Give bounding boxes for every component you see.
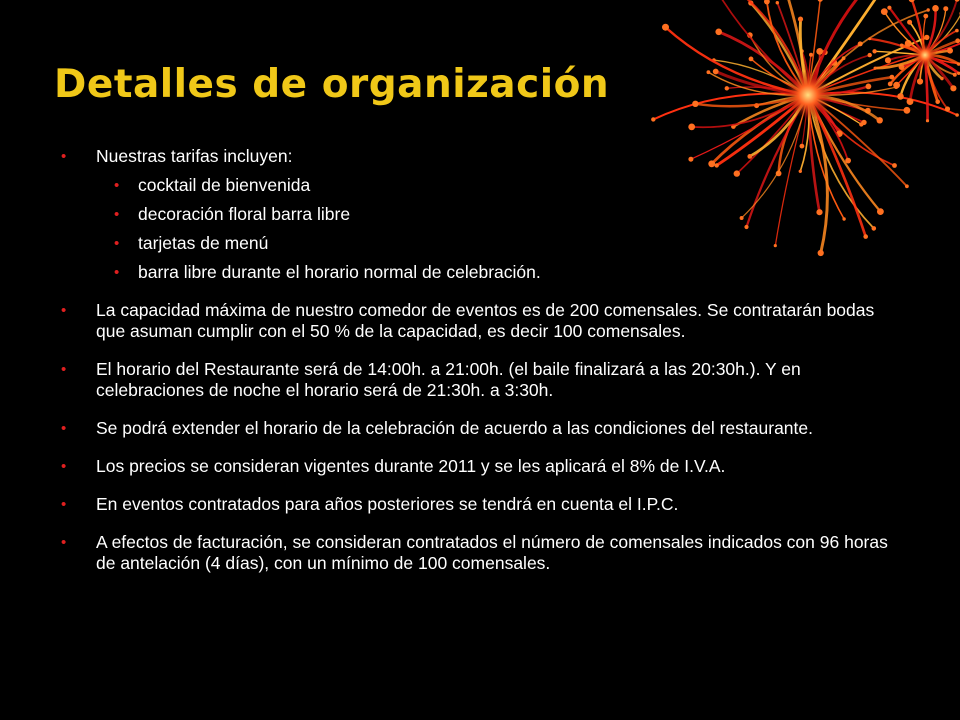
item-text: Los precios se consideran vigentes durante 2011 y se les aplicará el 8% de I.V.A. [96, 456, 726, 476]
firework-spark [955, 29, 959, 33]
sub-list-item [58, 233, 908, 254]
firework-spark [877, 117, 883, 123]
firework-spark [688, 124, 695, 131]
list-item-prices [58, 456, 908, 477]
item-text: En eventos contratados para años posteriores se tendrá en cuenta el I.P.C. [96, 494, 679, 514]
item-text: Se podrá extender el horario de la celebración de acuerdo a las condiciones del restaurante. [96, 418, 813, 438]
sub-item-text: barra libre durante el horario normal de celebración. [138, 262, 541, 282]
firework-spark [776, 1, 779, 4]
sub-item-text: cocktail de bienvenida [138, 175, 311, 195]
firework-spark [926, 119, 929, 122]
firework-spark [935, 99, 940, 104]
firework-spark [859, 122, 863, 126]
bullet-icon: • [61, 420, 67, 437]
slide-title: Detalles de organización [54, 62, 610, 107]
bullet-icon: • [114, 177, 120, 194]
list-item-capacity [58, 300, 908, 342]
list-item-schedule [58, 359, 908, 401]
bullet-icon: • [61, 361, 67, 378]
firework-spark [953, 73, 957, 77]
firework-spark [900, 44, 903, 47]
list-item-extension [58, 418, 908, 439]
firework-spark [662, 24, 669, 31]
item-text: A efectos de facturación, se consideran contratados el número de comensales indicados con 96 horas de antelación (4 días), con un mínimo de 100 comensales. [96, 532, 888, 573]
firework-spark [818, 0, 823, 2]
firework-spark [945, 106, 950, 111]
firework-spark [917, 78, 923, 84]
firework-spark [881, 8, 888, 15]
firework-spark [950, 85, 956, 91]
firework-spark [907, 20, 912, 25]
firework-spark [924, 35, 929, 40]
bullet-icon: • [114, 206, 120, 223]
sub-list-item [58, 204, 908, 225]
firework-spark [904, 107, 911, 114]
firework-spark [955, 0, 960, 2]
firework-spark [725, 86, 729, 90]
firework-spark [943, 6, 948, 11]
list-item-intro [58, 146, 908, 167]
firework-spark [927, 8, 930, 11]
firework-spark [932, 5, 939, 12]
bullet-icon: • [114, 235, 120, 252]
firework-spark [887, 6, 891, 10]
firework-spark [872, 49, 876, 53]
firework-burst-small [868, 0, 960, 122]
sub-list-item [58, 262, 908, 283]
item-text: El horario del Restaurante será de 14:00h. a 21:00h. (el baile finalizará a las 20:30h.). Y en celebraciones de noche el horario será de 21:30h. a 3:30h. [96, 359, 801, 400]
firework-core [913, 43, 937, 67]
firework-spark [940, 77, 943, 80]
sub-item-text: tarjetas de menú [138, 233, 269, 253]
bullet-icon: • [61, 458, 67, 475]
firework-spark [749, 57, 754, 62]
bullet-icon: • [61, 148, 67, 165]
firework-spark [713, 69, 719, 75]
firework-spark [885, 57, 891, 63]
firework-spark [888, 82, 893, 87]
bullet-icon: • [114, 264, 120, 281]
firework-spark [874, 67, 877, 70]
firework-spark [764, 0, 770, 5]
firework-spark [955, 38, 960, 43]
firework-spark [866, 84, 872, 90]
slide-body [58, 146, 908, 574]
firework-spark [715, 29, 722, 36]
firework-spark [907, 98, 914, 105]
bullet-icon: • [61, 496, 67, 513]
firework-spark [893, 82, 900, 89]
item-text: La capacidad máxima de nuestro comedor de eventos es de 200 comensales. Se contratarán bodas que asuman cumplir con el 50 % de la capacidad, es decir 100 comensales. [96, 300, 875, 341]
firework-spark [809, 53, 813, 57]
firework-spark [692, 101, 698, 107]
firework-spark [868, 37, 871, 40]
firework-spark [947, 48, 953, 54]
firework-core [784, 71, 832, 119]
bullet-icon: • [61, 534, 67, 551]
firework-spark [897, 93, 904, 100]
intro-text: Nuestras tarifas incluyen: [96, 146, 293, 166]
firework-spark [651, 117, 655, 121]
firework-spark [955, 113, 959, 117]
sub-list-item [58, 175, 908, 196]
bullet-icon: • [61, 302, 67, 319]
firework-spark [868, 53, 872, 57]
firework-spark [707, 70, 711, 74]
firework-spark [923, 14, 928, 19]
list-item-billing [58, 532, 908, 574]
sub-item-text: decoración floral barra libre [138, 204, 351, 224]
firework-spark [798, 17, 803, 22]
list-item-future-events [58, 494, 908, 515]
